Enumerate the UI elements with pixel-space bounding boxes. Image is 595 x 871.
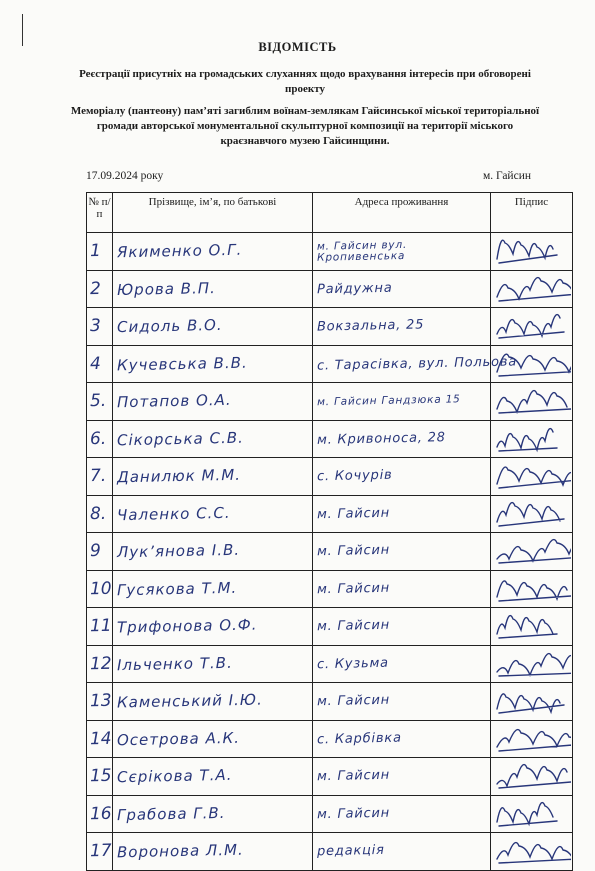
signature-image [493, 310, 571, 344]
signature-image [493, 235, 571, 269]
signature-cell [491, 758, 573, 796]
row-number: 8. [89, 503, 107, 524]
document-title: ВІДОМІСТЬ [258, 40, 337, 54]
row-number-cell [87, 683, 113, 721]
name-cell [113, 645, 313, 683]
row-number: 4 [89, 353, 102, 374]
participant-address: с. Кочурів [316, 467, 393, 485]
signature-image [493, 385, 571, 419]
table-row [87, 683, 573, 721]
signature-image [493, 273, 571, 307]
row-number-cell [87, 270, 113, 308]
table-row [87, 758, 573, 796]
row-number-cell [87, 420, 113, 458]
table-row [87, 308, 573, 346]
signature-cell [491, 270, 573, 308]
row-number: 14 [89, 728, 112, 749]
participant-address: м. Гайсин [316, 617, 391, 635]
address-cell [313, 270, 491, 308]
row-number-cell [87, 345, 113, 383]
participant-name: Лук’янова І.В. [116, 540, 241, 562]
signature-cell [491, 383, 573, 421]
address-cell [313, 420, 491, 458]
signature-cell [491, 420, 573, 458]
row-number-cell [87, 570, 113, 608]
participant-address: Вокзальна, 25 [316, 317, 425, 335]
row-number: 12 [89, 653, 112, 674]
address-cell [313, 458, 491, 496]
table-row [87, 383, 573, 421]
table-row [87, 270, 573, 308]
row-number-cell [87, 495, 113, 533]
signature-cell [491, 720, 573, 758]
address-cell [313, 795, 491, 833]
address-cell [313, 308, 491, 346]
address-cell [313, 645, 491, 683]
table-row [87, 570, 573, 608]
name-cell [113, 495, 313, 533]
signature-image [493, 798, 571, 832]
table-row [87, 420, 573, 458]
row-number-cell [87, 795, 113, 833]
name-cell [113, 570, 313, 608]
signature-image [493, 348, 571, 382]
table-row [87, 645, 573, 683]
signature-cell [491, 608, 573, 646]
row-number: 15 [89, 766, 112, 787]
participant-address: Райдужна [316, 280, 393, 298]
signature-image [493, 573, 571, 607]
signature-image [493, 760, 571, 794]
header-name: Прізвище, ім’я, по батькові [113, 193, 313, 233]
table-row [87, 495, 573, 533]
address-cell [313, 758, 491, 796]
table-row [87, 795, 573, 833]
signature-cell [491, 458, 573, 496]
project-description: Меморіалу (пантеону) пам’яті загиблим воїнам-землякам Гайсинської міської територіальної громади авторської монументальної скульптурної композиції на території міського краєзнавчого музею Гайсинщини. [70, 105, 540, 147]
name-cell [113, 458, 313, 496]
name-cell [113, 833, 313, 871]
address-cell [313, 233, 491, 271]
participant-name: Грабова Г.В. [116, 803, 226, 824]
header-number: № п/п [87, 193, 113, 233]
row-number: 17 [89, 841, 112, 862]
document-subtitle: Реєстрації присутніх на громадських слуханнях щодо врахування інтересів при обговорені проекту [79, 68, 531, 95]
participant-name: Ільченко Т.В. [116, 653, 233, 674]
signature-cell [491, 495, 573, 533]
row-number-cell [87, 608, 113, 646]
signature-cell [491, 308, 573, 346]
participant-address: м. Гайсин [316, 505, 391, 523]
address-cell [313, 720, 491, 758]
name-cell [113, 270, 313, 308]
address-cell [313, 345, 518, 383]
signature-cell [491, 795, 573, 833]
signature-image [493, 535, 571, 569]
participant-name: Сидоль В.О. [116, 316, 223, 337]
row-number-cell [87, 383, 113, 421]
signature-cell [491, 683, 573, 721]
participant-name: Осетрова А.К. [116, 728, 241, 750]
participant-address: м. Гайсин [316, 542, 391, 560]
name-cell [113, 608, 313, 646]
signature-image [493, 723, 571, 757]
document-city: м. Гайсин [482, 170, 531, 182]
row-number: 6. [89, 428, 107, 449]
row-number: 13 [89, 691, 112, 712]
name-cell [113, 683, 313, 721]
row-number: 16 [89, 803, 112, 824]
participant-name: Потапов О.А. [116, 391, 232, 412]
participant-name: Кучевська В.В. [116, 353, 248, 375]
signature-cell [491, 533, 573, 571]
row-number: 10 [89, 578, 112, 599]
table-row [87, 720, 573, 758]
participant-name: Гусякова Т.М. [116, 578, 238, 600]
row-number-cell [87, 833, 113, 871]
participant-name: Воронова Л.М. [116, 840, 244, 862]
signature-image [493, 423, 571, 457]
signature-image [493, 460, 571, 494]
participant-address: м. Гайсин вул. Кропивенська [316, 239, 408, 265]
name-cell [113, 795, 313, 833]
row-number-cell [87, 720, 113, 758]
address-cell [313, 608, 491, 646]
participant-address: м. Гайсин [316, 805, 391, 823]
table-row [87, 608, 573, 646]
participant-name: Сікорська С.В. [116, 428, 244, 450]
signature-cell [491, 345, 573, 383]
row-number-cell [87, 233, 113, 271]
participant-address: м. Гайсин [316, 692, 391, 710]
address-cell [313, 683, 491, 721]
participant-address: с. Карбівка [316, 730, 402, 748]
address-cell [313, 833, 491, 871]
participant-name: Сєрікова Т.А. [116, 766, 233, 787]
table-row [87, 533, 573, 571]
row-number: 11 [89, 616, 112, 637]
signature-image [493, 685, 571, 719]
name-cell [113, 533, 313, 571]
document-date: 17.09.2024 року [86, 170, 164, 182]
participant-address: с. Тарасівка, вул. Польова [316, 354, 518, 374]
row-number: 9 [89, 541, 102, 562]
signature-image [493, 835, 571, 869]
name-cell [113, 420, 313, 458]
address-cell [313, 570, 491, 608]
signature-image [493, 648, 571, 682]
participant-address: с. Кузьма [316, 655, 390, 673]
participant-name: Якименко О.Г. [116, 240, 243, 262]
signature-cell [491, 645, 573, 683]
participant-address: м. Гайсин [316, 580, 391, 598]
signature-image [493, 610, 571, 644]
signature-cell [491, 833, 573, 871]
row-number: 7. [89, 466, 107, 487]
signature-cell [491, 570, 573, 608]
name-cell [113, 383, 313, 421]
table-row [87, 233, 573, 271]
registration-table [86, 192, 573, 871]
signature-cell [491, 233, 573, 271]
table-header-row [87, 193, 573, 233]
row-number-cell [87, 533, 113, 571]
address-cell [313, 533, 491, 571]
table-row [87, 458, 573, 496]
row-number-cell [87, 308, 113, 346]
row-number: 1 [89, 241, 102, 262]
participant-name: Данилюк М.М. [116, 465, 242, 487]
row-number: 2 [89, 278, 102, 299]
address-cell [313, 383, 491, 421]
signature-image [493, 498, 571, 532]
participant-address: м. Гайсин Гандзюка 15 [316, 393, 461, 409]
name-cell [113, 720, 313, 758]
participant-name: Юрова В.П. [116, 278, 216, 299]
row-number-cell [87, 458, 113, 496]
name-cell [113, 758, 313, 796]
row-number-cell [87, 645, 113, 683]
name-cell [113, 345, 313, 383]
name-cell [113, 308, 313, 346]
participant-address: редакція [316, 843, 385, 860]
row-number-cell [87, 758, 113, 796]
row-number: 5. [89, 391, 107, 412]
participant-name: Трифонова О.Ф. [116, 615, 258, 637]
table-row [87, 345, 573, 383]
header-signature: Підпис [491, 193, 573, 233]
participant-name: Каменський І.Ю. [116, 690, 263, 712]
name-cell [113, 233, 313, 271]
header-address: Адреса проживання [313, 193, 491, 233]
address-cell [313, 495, 491, 533]
participant-name: Чаленко С.С. [116, 503, 231, 524]
participant-address: м. Кривоноса, 28 [316, 429, 446, 448]
participant-address: м. Гайсин [316, 767, 391, 785]
table-row [87, 833, 573, 871]
row-number: 3 [89, 316, 102, 337]
